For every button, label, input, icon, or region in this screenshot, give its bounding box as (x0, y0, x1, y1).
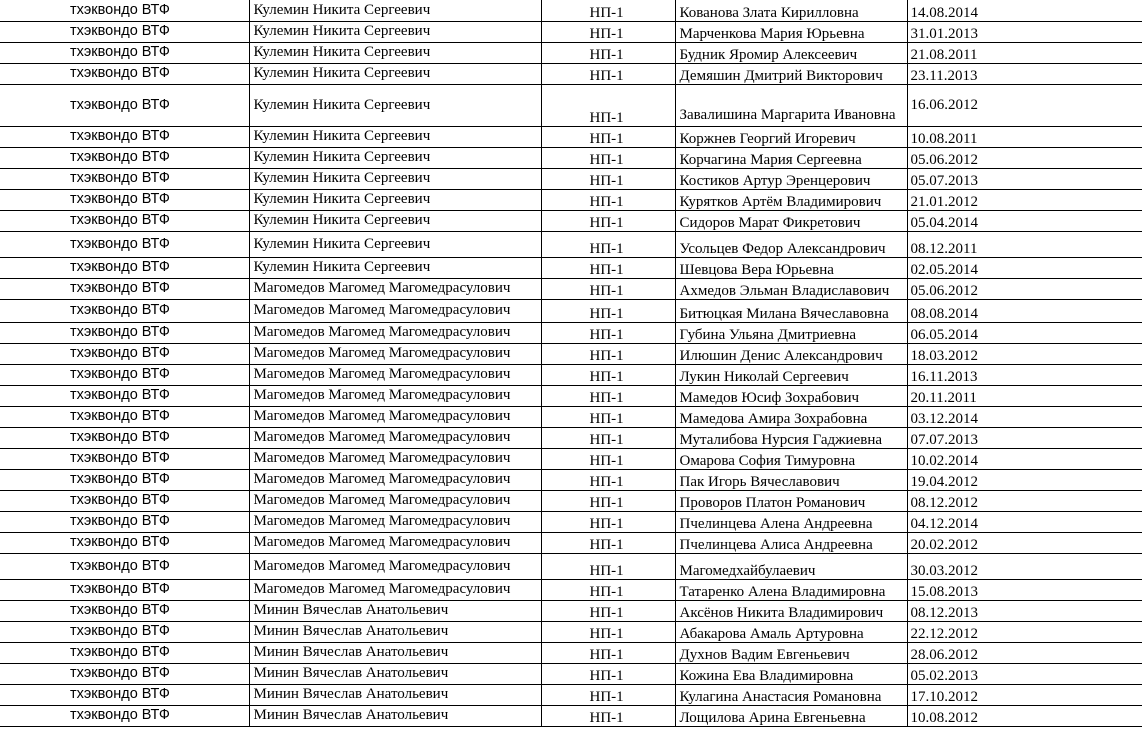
cell-athlete: Аксёнов Никита Владимирович (675, 600, 907, 621)
cell-dob: 21.01.2012 (907, 189, 1142, 210)
cell-stage: НП-1 (541, 84, 675, 126)
cell-sport: тхэквондо ВТФ (0, 600, 249, 621)
cell-dob: 05.06.2012 (907, 147, 1142, 168)
cell-dob: 10.02.2014 (907, 448, 1142, 469)
table-row (0, 621, 1142, 642)
cell-dob: 31.01.2013 (907, 21, 1142, 42)
cell-dob: 08.08.2014 (907, 299, 1142, 322)
cell-stage: НП-1 (541, 147, 675, 168)
cell-athlete: Пак Игорь Вячеславович (675, 469, 907, 490)
cell-stage: НП-1 (541, 427, 675, 448)
table-row (0, 210, 1142, 231)
cell-athlete: Пчелинцева Алена Андреевна (675, 511, 907, 532)
cell-coach: Минин Вячеслав Анатольевич (249, 621, 541, 642)
table-row (0, 147, 1142, 168)
cell-stage: НП-1 (541, 469, 675, 490)
cell-stage: НП-1 (541, 364, 675, 385)
table-row (0, 532, 1142, 553)
cell-stage: НП-1 (541, 579, 675, 600)
cell-stage: НП-1 (541, 448, 675, 469)
cell-dob: 19.04.2012 (907, 469, 1142, 490)
table-row (0, 0, 1142, 21)
cell-dob: 21.08.2011 (907, 42, 1142, 63)
cell-coach: Минин Вячеслав Анатольевич (249, 663, 541, 684)
table-row (0, 168, 1142, 189)
cell-coach: Минин Вячеслав Анатольевич (249, 705, 541, 726)
table-row (0, 469, 1142, 490)
cell-stage: НП-1 (541, 621, 675, 642)
cell-athlete: Усольцев Федор Александрович (675, 231, 907, 257)
cell-stage: НП-1 (541, 63, 675, 84)
table-row (0, 406, 1142, 427)
cell-coach: Кулемин Никита Сергеевич (249, 210, 541, 231)
cell-coach: Магомедов Магомед Магомедрасулович (249, 406, 541, 427)
cell-athlete: Будник Яромир Алексеевич (675, 42, 907, 63)
cell-coach: Кулемин Никита Сергеевич (249, 0, 541, 21)
cell-dob: 22.12.2012 (907, 621, 1142, 642)
cell-stage: НП-1 (541, 257, 675, 278)
cell-sport: тхэквондо ВТФ (0, 385, 249, 406)
cell-stage: НП-1 (541, 322, 675, 343)
cell-dob: 16.11.2013 (907, 364, 1142, 385)
cell-stage: НП-1 (541, 385, 675, 406)
cell-sport: тхэквондо ВТФ (0, 84, 249, 126)
cell-sport: тхэквондо ВТФ (0, 406, 249, 427)
cell-stage: НП-1 (541, 0, 675, 21)
cell-athlete: Мамедова Амира Зохрабовна (675, 406, 907, 427)
table-row (0, 642, 1142, 663)
table-row (0, 663, 1142, 684)
cell-sport: тхэквондо ВТФ (0, 126, 249, 147)
cell-coach: Кулемин Никита Сергеевич (249, 257, 541, 278)
cell-coach: Кулемин Никита Сергеевич (249, 231, 541, 257)
cell-coach: Кулемин Никита Сергеевич (249, 168, 541, 189)
cell-dob: 05.04.2014 (907, 210, 1142, 231)
cell-dob: 02.05.2014 (907, 257, 1142, 278)
cell-coach: Магомедов Магомед Магомедрасулович (249, 579, 541, 600)
cell-stage: НП-1 (541, 553, 675, 579)
cell-athlete: Кованова Злата Кирилловна (675, 0, 907, 21)
table-row (0, 42, 1142, 63)
cell-dob: 17.10.2012 (907, 684, 1142, 705)
cell-sport: тхэквондо ВТФ (0, 642, 249, 663)
table-row (0, 705, 1142, 726)
cell-stage: НП-1 (541, 600, 675, 621)
cell-coach: Магомедов Магомед Магомедрасулович (249, 511, 541, 532)
cell-athlete: Пчелинцева Алиса Андреевна (675, 532, 907, 553)
cell-dob: 18.03.2012 (907, 343, 1142, 364)
cell-sport: тхэквондо ВТФ (0, 663, 249, 684)
cell-coach: Магомедов Магомед Магомедрасулович (249, 490, 541, 511)
cell-coach: Магомедов Магомед Магомедрасулович (249, 532, 541, 553)
cell-coach: Магомедов Магомед Магомедрасулович (249, 553, 541, 579)
cell-coach: Магомедов Магомед Магомедрасулович (249, 278, 541, 299)
cell-athlete: Ахмедов Эльман Владиславович (675, 278, 907, 299)
cell-sport: тхэквондо ВТФ (0, 553, 249, 579)
cell-stage: НП-1 (541, 42, 675, 63)
cell-athlete: Омарова София Тимуровна (675, 448, 907, 469)
table-row (0, 278, 1142, 299)
cell-coach: Магомедов Магомед Магомедрасулович (249, 427, 541, 448)
cell-sport: тхэквондо ВТФ (0, 231, 249, 257)
cell-sport: тхэквондо ВТФ (0, 63, 249, 84)
table-row (0, 84, 1142, 126)
cell-athlete: Шевцова Вера Юрьевна (675, 257, 907, 278)
table-row (0, 490, 1142, 511)
cell-sport: тхэквондо ВТФ (0, 448, 249, 469)
cell-athlete: Лощилова Арина Евгеньевна (675, 705, 907, 726)
cell-coach: Минин Вячеслав Анатольевич (249, 600, 541, 621)
cell-coach: Магомедов Магомед Магомедрасулович (249, 469, 541, 490)
cell-coach: Кулемин Никита Сергеевич (249, 42, 541, 63)
cell-stage: НП-1 (541, 210, 675, 231)
table-row (0, 126, 1142, 147)
cell-athlete: Магомедхайбулаевич (675, 553, 907, 579)
cell-dob: 04.12.2014 (907, 511, 1142, 532)
table-row (0, 579, 1142, 600)
cell-coach: Кулемин Никита Сергеевич (249, 21, 541, 42)
cell-dob: 08.12.2013 (907, 600, 1142, 621)
cell-stage: НП-1 (541, 705, 675, 726)
cell-stage: НП-1 (541, 490, 675, 511)
cell-stage: НП-1 (541, 189, 675, 210)
cell-sport: тхэквондо ВТФ (0, 705, 249, 726)
table-row (0, 511, 1142, 532)
cell-sport: тхэквондо ВТФ (0, 343, 249, 364)
table-row (0, 21, 1142, 42)
cell-stage: НП-1 (541, 642, 675, 663)
cell-athlete: Татаренко Алена Владимировна (675, 579, 907, 600)
cell-coach: Минин Вячеслав Анатольевич (249, 642, 541, 663)
table-row (0, 231, 1142, 257)
cell-stage: НП-1 (541, 126, 675, 147)
cell-sport: тхэквондо ВТФ (0, 42, 249, 63)
cell-dob: 15.08.2013 (907, 579, 1142, 600)
cell-dob: 20.02.2012 (907, 532, 1142, 553)
cell-stage: НП-1 (541, 532, 675, 553)
table-row (0, 364, 1142, 385)
cell-coach: Кулемин Никита Сергеевич (249, 63, 541, 84)
cell-coach: Минин Вячеслав Анатольевич (249, 684, 541, 705)
cell-dob: 08.12.2011 (907, 231, 1142, 257)
cell-coach: Кулемин Никита Сергеевич (249, 84, 541, 126)
cell-stage: НП-1 (541, 684, 675, 705)
cell-sport: тхэквондо ВТФ (0, 147, 249, 168)
cell-sport: тхэквондо ВТФ (0, 0, 249, 21)
cell-sport: тхэквондо ВТФ (0, 322, 249, 343)
cell-dob: 16.06.2012 (907, 84, 1142, 126)
cell-sport: тхэквондо ВТФ (0, 278, 249, 299)
cell-dob: 07.07.2013 (907, 427, 1142, 448)
cell-athlete: Корчагина Мария Сергеевна (675, 147, 907, 168)
table-row (0, 257, 1142, 278)
cell-sport: тхэквондо ВТФ (0, 168, 249, 189)
cell-sport: тхэквондо ВТФ (0, 21, 249, 42)
cell-dob: 08.12.2012 (907, 490, 1142, 511)
cell-athlete: Завалишина Маргарита Ивановна (675, 84, 907, 126)
cell-coach: Кулемин Никита Сергеевич (249, 147, 541, 168)
cell-coach: Магомедов Магомед Магомедрасулович (249, 299, 541, 322)
cell-athlete: Илюшин Денис Александрович (675, 343, 907, 364)
cell-stage: НП-1 (541, 231, 675, 257)
cell-athlete: Марченкова Мария Юрьевна (675, 21, 907, 42)
cell-stage: НП-1 (541, 511, 675, 532)
cell-sport: тхэквондо ВТФ (0, 579, 249, 600)
cell-dob: 05.07.2013 (907, 168, 1142, 189)
table-row (0, 385, 1142, 406)
cell-athlete: Муталибова Нурсия Гаджиевна (675, 427, 907, 448)
table-row (0, 553, 1142, 579)
cell-stage: НП-1 (541, 663, 675, 684)
cell-stage: НП-1 (541, 343, 675, 364)
cell-coach: Кулемин Никита Сергеевич (249, 126, 541, 147)
cell-coach: Магомедов Магомед Магомедрасулович (249, 448, 541, 469)
cell-dob: 05.02.2013 (907, 663, 1142, 684)
cell-athlete: Битюцкая Милана Вячеславовна (675, 299, 907, 322)
cell-sport: тхэквондо ВТФ (0, 257, 249, 278)
table-row (0, 684, 1142, 705)
cell-stage: НП-1 (541, 278, 675, 299)
cell-stage: НП-1 (541, 21, 675, 42)
table-row (0, 322, 1142, 343)
cell-coach: Магомедов Магомед Магомедрасулович (249, 322, 541, 343)
cell-athlete: Кожина Ева Владимировна (675, 663, 907, 684)
cell-dob: 10.08.2011 (907, 126, 1142, 147)
cell-athlete: Проворов Платон Романович (675, 490, 907, 511)
cell-athlete: Абакарова Амаль Артуровна (675, 621, 907, 642)
cell-sport: тхэквондо ВТФ (0, 532, 249, 553)
cell-dob: 03.12.2014 (907, 406, 1142, 427)
table-row (0, 448, 1142, 469)
cell-athlete: Демяшин Дмитрий Викторович (675, 63, 907, 84)
cell-athlete: Лукин Николай Сергеевич (675, 364, 907, 385)
cell-dob: 30.03.2012 (907, 553, 1142, 579)
cell-dob: 14.08.2014 (907, 0, 1142, 21)
table-row (0, 299, 1142, 322)
table-row (0, 427, 1142, 448)
cell-coach: Магомедов Магомед Магомедрасулович (249, 385, 541, 406)
cell-athlete: Костиков Артур Эренцерович (675, 168, 907, 189)
cell-dob: 06.05.2014 (907, 322, 1142, 343)
cell-athlete: Мамедов Юсиф Зохрабович (675, 385, 907, 406)
cell-dob: 23.11.2013 (907, 63, 1142, 84)
cell-sport: тхэквондо ВТФ (0, 621, 249, 642)
cell-sport: тхэквондо ВТФ (0, 364, 249, 385)
cell-athlete: Губина Ульяна Дмитриевна (675, 322, 907, 343)
table-row (0, 63, 1142, 84)
cell-sport: тхэквондо ВТФ (0, 299, 249, 322)
cell-sport: тхэквондо ВТФ (0, 469, 249, 490)
table-row (0, 343, 1142, 364)
cell-athlete: Кулагина Анастасия Романовна (675, 684, 907, 705)
cell-coach: Магомедов Магомед Магомедрасулович (249, 343, 541, 364)
cell-athlete: Курятков Артём Владимирович (675, 189, 907, 210)
cell-coach: Кулемин Никита Сергеевич (249, 189, 541, 210)
cell-stage: НП-1 (541, 406, 675, 427)
cell-sport: тхэквондо ВТФ (0, 210, 249, 231)
cell-coach: Магомедов Магомед Магомедрасулович (249, 364, 541, 385)
cell-sport: тхэквондо ВТФ (0, 189, 249, 210)
cell-athlete: Сидоров Марат Фикретович (675, 210, 907, 231)
cell-sport: тхэквондо ВТФ (0, 490, 249, 511)
cell-athlete: Духнов Вадим Евгеньевич (675, 642, 907, 663)
cell-sport: тхэквондо ВТФ (0, 511, 249, 532)
cell-stage: НП-1 (541, 299, 675, 322)
table-row (0, 600, 1142, 621)
cell-stage: НП-1 (541, 168, 675, 189)
cell-dob: 20.11.2011 (907, 385, 1142, 406)
cell-dob: 05.06.2012 (907, 278, 1142, 299)
cell-sport: тхэквондо ВТФ (0, 684, 249, 705)
cell-dob: 10.08.2012 (907, 705, 1142, 726)
cell-dob: 28.06.2012 (907, 642, 1142, 663)
cell-sport: тхэквондо ВТФ (0, 427, 249, 448)
table-row (0, 189, 1142, 210)
cell-athlete: Коржнев Георгий Игоревич (675, 126, 907, 147)
